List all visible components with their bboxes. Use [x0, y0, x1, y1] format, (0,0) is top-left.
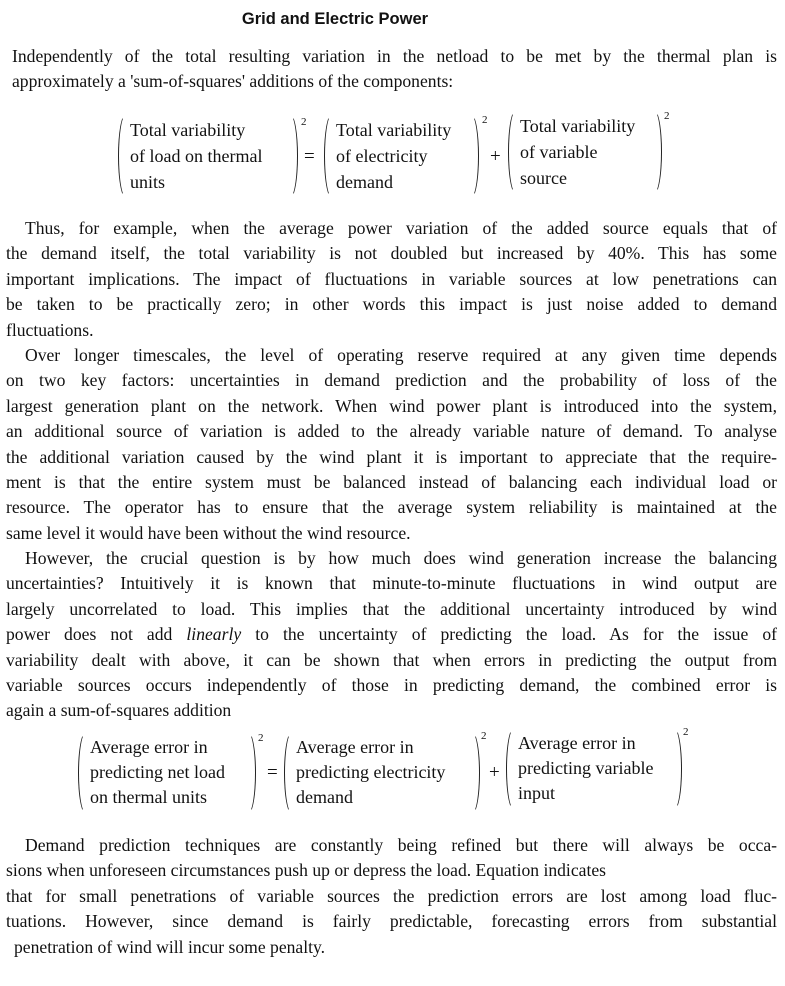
- text-line: be taken to be practically zero; in other words this impact is just noise added to demand: [6, 294, 777, 315]
- term-line: of variable: [520, 142, 598, 162]
- left-parenthesis: [284, 732, 295, 814]
- text-run: to the uncertainty of predicting the load. As for the issue of: [241, 624, 777, 645]
- right-parenthesis: [287, 114, 298, 198]
- left-parenthesis: [78, 732, 89, 814]
- term-line: source: [520, 168, 567, 188]
- text-line: largest generation plant on the network. When wind power plant is introduced into the system,: [6, 395, 777, 416]
- term-line: Total variability: [130, 120, 246, 140]
- term-line: Average error in: [518, 733, 636, 753]
- equation-prediction-error: [78, 726, 698, 812]
- paragraph: [6, 343, 777, 546]
- paragraph: [6, 216, 777, 343]
- term-line: predicting net load: [90, 762, 225, 782]
- right-parenthesis: [651, 110, 662, 194]
- term-line: of electricity: [336, 146, 428, 166]
- exponent: 2: [664, 110, 670, 122]
- text-line: penetration of wind will incur some penalty.: [14, 936, 326, 957]
- plus-sign: +: [489, 762, 500, 783]
- term-line: Average error in: [296, 737, 414, 757]
- equation-term-source: [508, 110, 662, 192]
- text-line: tuations. However, since demand is fairly predictable, forecasting errors from substantial: [6, 911, 777, 932]
- intro-paragraph: [12, 44, 777, 95]
- equation-term-demand: [324, 114, 479, 196]
- text-line: Independently of the total resulting variation in the netload to be met by the thermal plan is: [12, 46, 777, 66]
- paragraph: [6, 833, 777, 960]
- term-line: units: [130, 172, 166, 192]
- text-line: variable sources occurs independently of those in predicting demand, the combined error is: [6, 675, 777, 696]
- equation-term-input: [506, 728, 682, 808]
- text-line: Over longer timescales, the level of operating reserve required at any given time depends: [25, 345, 777, 365]
- plus-sign: +: [490, 146, 501, 167]
- text-line: sions when unforeseen circumstances push up or depress the load. Equation indicates: [6, 860, 606, 881]
- text-line: again a sum-of-squares addition: [6, 700, 232, 721]
- text-line: Thus, for example, when the average power variation of the added source equals that of: [25, 218, 777, 238]
- right-parenthesis: [671, 728, 682, 810]
- text-line: ment is that the entire system must be balanced instead of balancing each individual load or: [6, 472, 777, 493]
- term-line: Average error in: [90, 737, 208, 757]
- text-line: fluctuations.: [6, 319, 94, 340]
- text-line: an additional source of variation is added to the already variable nature of demand. To analyse: [6, 421, 777, 442]
- text-line: the additional variation caused by the wind plant it is important to appreciate that the require-: [6, 446, 777, 467]
- equation-term-lhs: [118, 114, 298, 196]
- term-line: of load on thermal: [130, 146, 263, 166]
- term-line: predicting electricity: [296, 762, 446, 782]
- equals-sign: =: [267, 762, 278, 783]
- term-line: demand: [296, 787, 353, 807]
- term-line: input: [518, 783, 556, 803]
- term-line: Total variability: [336, 120, 452, 140]
- text-line: same level it would have been without the wind resource.: [6, 522, 411, 543]
- text-line: resource. The operator has to ensure that the average system reliability is maintained at the: [6, 497, 777, 518]
- exponent: 2: [683, 726, 689, 738]
- text-line: the demand itself, the total variability is not doubled but increased by 40%. This has some: [6, 243, 777, 264]
- text-line: largely uncorrelated to load. This implies that the additional uncertainty introduced by wind: [6, 598, 777, 619]
- term-line: predicting variable: [518, 758, 654, 778]
- right-parenthesis: [245, 732, 256, 814]
- text-line: important implications. The impact of fluctuations in variable sources at low penetrations can: [6, 268, 777, 289]
- equation-term-lhs: [78, 732, 256, 812]
- term-line: on thermal units: [90, 787, 207, 807]
- equation-variability: [118, 110, 678, 196]
- left-parenthesis: [118, 114, 129, 198]
- text-run: power does not add: [6, 624, 187, 645]
- exponent: 2: [481, 730, 487, 742]
- left-parenthesis: [324, 114, 335, 198]
- text-line: [6, 622, 777, 647]
- text-line: Demand prediction techniques are constantly being refined but there will always be occa-: [25, 835, 777, 855]
- text-line: approximately a 'sum-of-squares' additions of the components:: [12, 71, 454, 92]
- text-line: that for small penetrations of variable sources the prediction errors are lost among load fluc-: [6, 885, 777, 906]
- right-parenthesis: [469, 732, 480, 814]
- exponent: 2: [301, 116, 307, 128]
- right-parenthesis: [468, 114, 479, 198]
- paragraph: [6, 546, 777, 724]
- text-line: uncertainties? Intuitively it is known that minute-to-minute fluctuations in wind output are: [6, 573, 777, 594]
- text-line: However, the crucial question is by how much does wind generation increase the balancing: [25, 548, 777, 568]
- page-title: Grid and Electric Power: [241, 10, 429, 28]
- left-parenthesis: [508, 110, 519, 194]
- equation-term-demand: [284, 732, 480, 812]
- term-line: demand: [336, 172, 393, 192]
- emphasis-text: linearly: [186, 624, 242, 645]
- left-parenthesis: [506, 728, 517, 810]
- text-line: variability dealt with above, it can be shown that when errors in predicting the output from: [6, 649, 777, 670]
- term-line: Total variability: [520, 116, 636, 136]
- exponent: 2: [258, 732, 264, 744]
- text-line: on two key factors: uncertainties in demand prediction and the probability of loss of the: [6, 370, 777, 391]
- equals-sign: =: [304, 146, 315, 167]
- exponent: 2: [482, 114, 488, 126]
